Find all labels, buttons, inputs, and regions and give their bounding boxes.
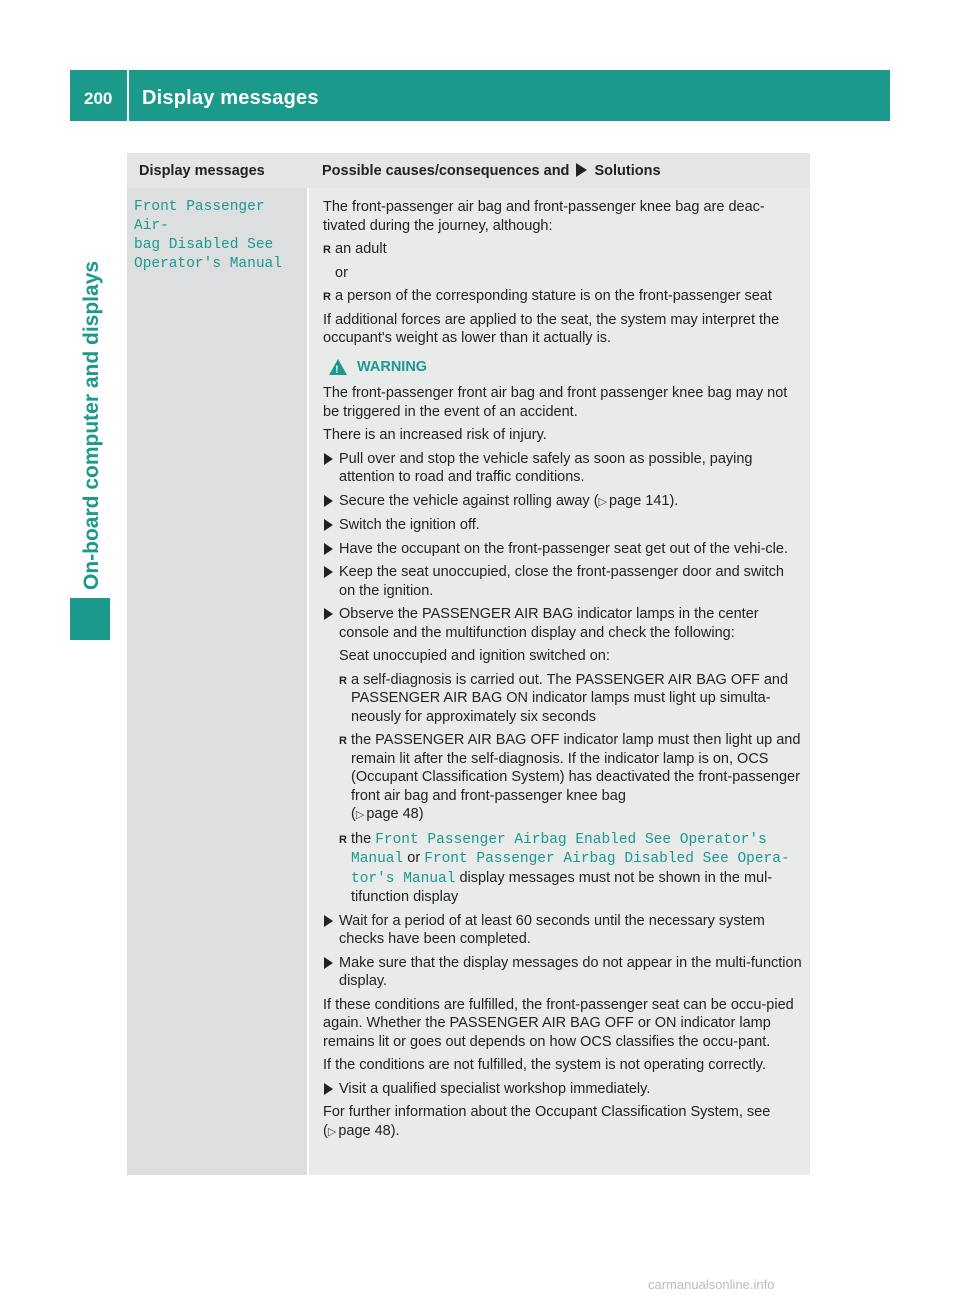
step-item: Observe the PASSENGER AIR BAG indicator lamps in the center console and the multifunction display and check the following: xyxy=(323,605,803,642)
warning-label: WARNING xyxy=(357,358,428,375)
display-message-text xyxy=(134,198,304,274)
step-text: Secure the vehicle against rolling away ( xyxy=(339,492,599,509)
list-item: R a self-diagnosis is carried out. The PASSENGER AIR BAG OFF and PASSENGER AIR BAG ON indicator lamps must light up simulta-neously for approximately six seconds xyxy=(339,671,803,727)
page-header xyxy=(70,70,890,121)
paragraph-text: For further information about the Occupant Classification System, see ( xyxy=(323,1104,771,1139)
col-header-causes xyxy=(322,163,661,179)
check-block xyxy=(339,647,803,907)
side-tab-marker xyxy=(70,598,110,640)
warning-icon xyxy=(329,359,347,375)
page-ref-icon: ▷ xyxy=(355,809,365,821)
intro-text: The front-passenger air bag and front-passenger knee bag are deac-tivated during the journey, although: xyxy=(323,199,765,234)
page-ref-link[interactable]: page 48). xyxy=(338,1122,400,1139)
col-header-solutions-text: Solutions xyxy=(594,163,661,179)
step-item: Visit a qualified specialist workshop immediately. xyxy=(323,1080,803,1099)
page-ref-link[interactable]: page 48) xyxy=(366,806,424,822)
page-ref-icon: ▷ xyxy=(598,495,607,508)
warning-text: The front-passenger front air bag and front passenger knee bag may not be triggered in the event of an accident. xyxy=(323,385,788,420)
step-item: Have the occupant on the front-passenger seat get out of the vehi-cle. xyxy=(323,540,803,559)
messages-table xyxy=(127,153,810,1175)
step-item xyxy=(323,492,803,512)
list-item xyxy=(339,830,803,907)
or-text: or xyxy=(335,264,348,281)
list-item: R the PASSENGER AIR BAG OFF indicator lamp must then light up and remain lit after the self-diagnosis. If the indicator lamp is on, OCS (Occupant Classification System) has deactivated the front-passenger front air bag and front-passenger knee bag (▷ page 48) xyxy=(339,731,803,825)
paragraph xyxy=(323,1103,803,1141)
paragraph: If the conditions are not fulfilled, the system is not operating correctly. xyxy=(323,1057,767,1073)
page-number: 200 xyxy=(84,89,113,108)
table-header xyxy=(127,153,810,188)
step-item: Make sure that the display messages do not appear in the multi-function display. xyxy=(323,954,803,991)
step-item: Pull over and stop the vehicle safely as soon as possible, paying attention to road and traffic conditions. xyxy=(323,450,803,487)
side-tab-label: On-board computer and displays xyxy=(80,260,103,590)
step-item: Switch the ignition off. xyxy=(323,516,803,535)
paragraph: If additional forces are applied to the seat, the system may interpret the occupant's weight as lower than it actually is. xyxy=(323,311,780,346)
message-line-3: Operator's Manual xyxy=(134,256,282,272)
check-intro: Seat unoccupied and ignition switched on: xyxy=(339,648,610,664)
message-line-1: Front Passenger Air‐ xyxy=(134,199,265,234)
message-link-enabled: Front Passenger Airbag Enabled See Operator's Manual xyxy=(351,831,767,867)
check-text: or xyxy=(407,850,421,866)
message-link-disabled: Front Passenger Airbag Disabled See Opera‐tor's Manual xyxy=(351,851,790,887)
warning-text: There is an increased risk of injury. xyxy=(323,427,547,443)
message-line-2: bag Disabled See xyxy=(134,237,274,253)
col-header-causes-text: Possible causes/consequences and xyxy=(322,163,570,179)
check-text: the xyxy=(351,830,372,847)
play-arrow-icon xyxy=(576,163,587,177)
header-divider xyxy=(127,70,129,121)
page-ref-link[interactable]: page 141). xyxy=(609,492,679,509)
paragraph: If these conditions are fulfilled, the front-passenger seat can be occu-pied again. Whether the PASSENGER AIR BAG OFF or ON indicator lamp remains lit or goes out depends on how OCS classifies the occu-pant. xyxy=(323,996,794,1050)
list-item: R a person of the corresponding stature is on the front-passenger seat xyxy=(323,287,803,306)
step-item: Keep the seat unoccupied, close the front-passenger door and switch on the ignition. xyxy=(323,563,803,600)
page-title: Display messages xyxy=(142,87,319,109)
col-header-display-messages: Display messages xyxy=(139,163,265,179)
step-item: Wait for a period of at least 60 seconds until the necessary system checks have been completed. xyxy=(323,912,803,949)
list-item: R an adult xyxy=(323,240,803,259)
display-message-cell xyxy=(127,188,307,1175)
page-ref-icon: ▷ xyxy=(327,1125,337,1138)
solution-content xyxy=(323,198,803,1146)
check-text: the PASSENGER AIR BAG OFF indicator lamp must then light up and remain lit after the self-diagnosis. If the indicator lamp is on, OCS (Occupant Classification System) has deactivated the front-passenger front air bag and front-passenger knee bag xyxy=(351,732,801,804)
causes-solutions-cell xyxy=(309,188,810,1175)
warning-heading xyxy=(329,358,803,377)
watermark: carmanualsonline.info xyxy=(648,1277,775,1292)
check-text: display messages must not be shown in the mul-tifunction display xyxy=(351,869,773,905)
